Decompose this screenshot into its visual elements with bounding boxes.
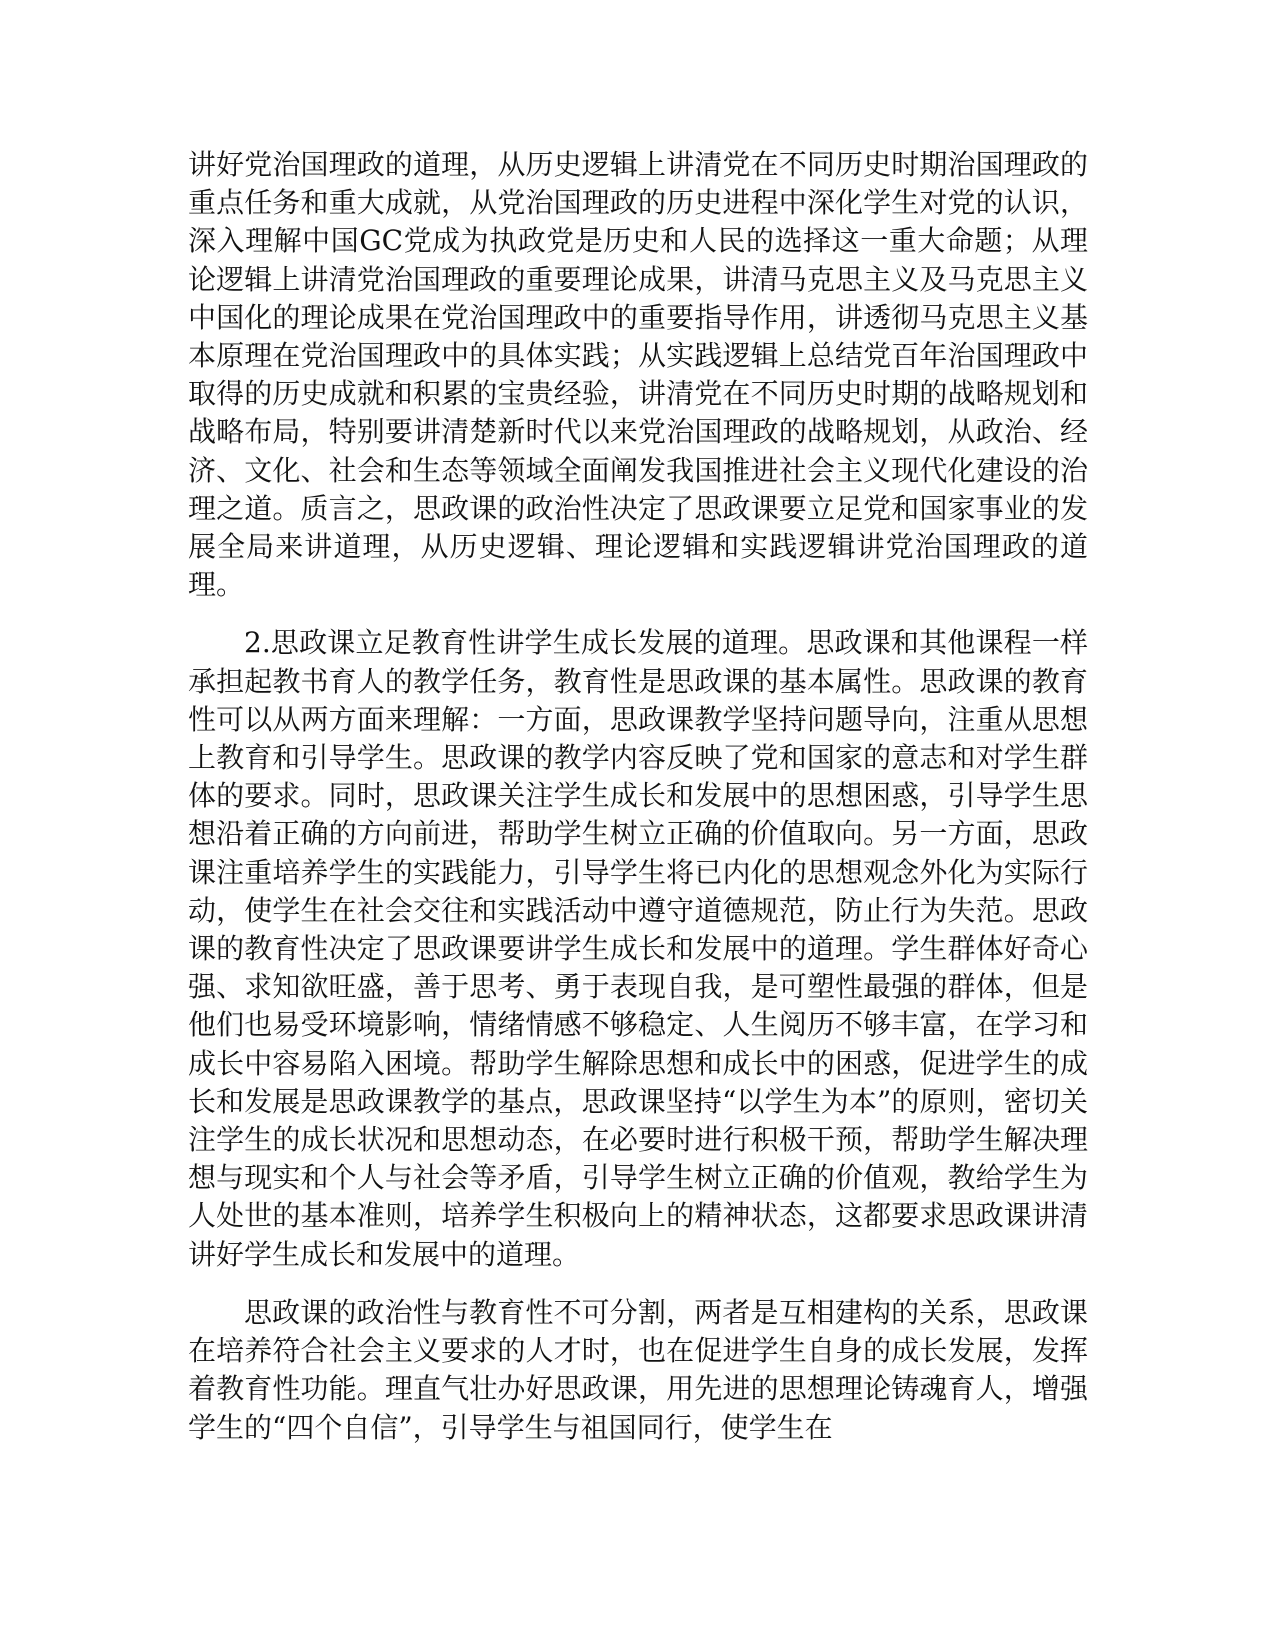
paragraph-politics-education-relation: 思政课的政治性与教育性不可分割，两者是互相建构的关系，思政课在培养符合社会主义要求的人才时，也在促进学生自身的成长发展，发挥着教育性功能。理直气壮办好思政课，用先进的思想理论铸魂育人，增强学生的“四个自信”，引导学生与祖国同行，使学生在: [188, 1295, 1088, 1444]
paragraph-education-growth: 2.思政课立足教育性讲学生成长发展的道理。思政课和其他课程一样承担起教书育人的教学任务，教育性是思政课的基本属性。思政课的教育性可以从两方面来理解：一方面，思政课教学坚持问题导向，注重从思想上教育和引导学生。思政课的教学内容反映了党和国家的意志和对学生群体的要求。同时，思政课关注学生成长和发展中的思想困惑，引导学生思想沿着正确的方向前进，帮助学生树立正确的价值取向。另一方面，思政课注重培养学生的实践能力，引导学生将已内化的思想观念外化为实际行动，使学生在社会交往和实践活动中遵守道德规范，防止行为失范。思政课的教育性决定了思政课要讲学生成长和发展中的道理。学生群体好奇心强、求知欲旺盛，善于思考、勇于表现自我，是可塑性最强的群体，但是他们也易受环境影响，情绪情感不够稳定、人生阅历不够丰富，在学习和成长中容易陷入困境。帮助学生解除思想和成长中的困惑，促进学生的成长和发展是思政课教学的基点，思政课坚持“以学生为本”的原则，密切关注学生的成长状况和思想动态，在必要时进行积极干预，帮助学生解决理想与现实和个人与社会等矛盾，引导学生树立正确的价值观，教给学生为人处世的基本准则，培养学生积极向上的精神状态，这都要求思政课讲清讲好学生成长和发展中的道理。: [188, 626, 1088, 1271]
document-body: [188, 146, 1088, 1447]
paragraph-governance-logic: 讲好党治国理政的道理，从历史逻辑上讲清党在不同历史时期治国理政的重点任务和重大成就，从党治国理政的历史进程中深化学生对党的认识，深入理解中国GC党成为执政党是历史和人民的选择这一重大命题；从理论逻辑上讲清党治国理政的重要理论成果，讲清马克思主义及马克思主义中国化的理论成果在党治国理政中的重要指导作用，讲透彻马克思主义基本原理在党治国理政中的具体实践；从实践逻辑上总结党百年治国理政中取得的历史成就和积累的宝贵经验，讲清党在不同历史时期的战略规划和战略布局，特别要讲清楚新时代以来党治国理政的战略规划，从政治、经济、文化、社会和生态等领域全面阐发我国推进社会主义现代化建设的治理之道。质言之，思政课的政治性决定了思政课要立足党和国家事业的发展全局来讲道理，从历史逻辑、理论逻辑和实践逻辑讲党治国理政的道理。: [188, 148, 1088, 602]
